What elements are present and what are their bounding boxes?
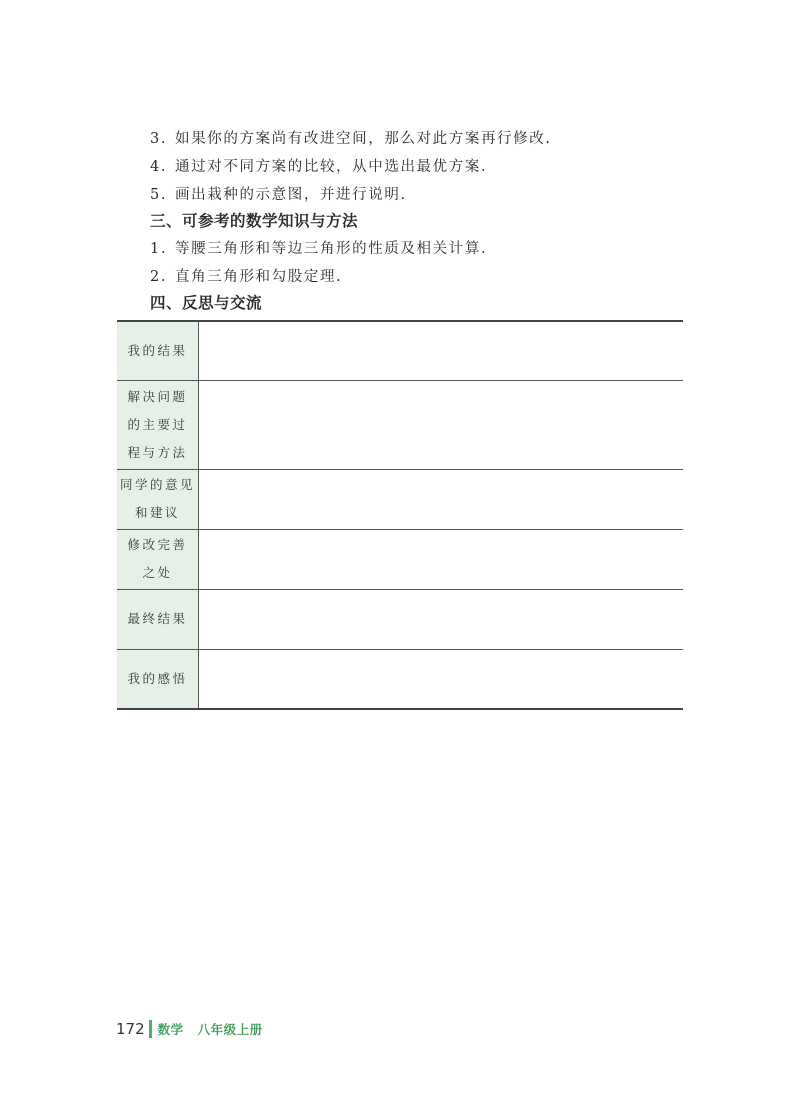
table-row-final [117,589,683,649]
table-row-process [117,380,683,469]
section-3-item-2: 2. 直角三角形和勾股定理. [150,269,343,285]
section-4-title: 四、反思与交流 [150,294,263,312]
table-row-suggestions [117,469,683,529]
page-footer [116,1019,263,1039]
row-value[interactable] [199,380,684,469]
row-label: 最终结果 [117,589,199,649]
table-row-improvements [117,529,683,589]
row-value[interactable] [199,321,684,380]
reflection-table [117,320,683,710]
row-value[interactable] [199,649,684,709]
row-label: 解决问题 的主要过 程与方法 [117,380,199,469]
section-3-item-1: 1. 等腰三角形和等边三角形的性质及相关计算. [150,241,488,257]
row-label: 同学的意见 和建议 [117,469,199,529]
step-4: 4. 通过对不同方案的比较，从中选出最优方案. [150,159,488,175]
row-value[interactable] [199,469,684,529]
row-value[interactable] [199,529,684,589]
row-label: 修改完善 之处 [117,529,199,589]
step-5: 5. 画出栽种的示意图，并进行说明. [150,187,407,203]
footer-divider [149,1020,152,1038]
page-number: 172 [116,1020,145,1038]
row-value[interactable] [199,589,684,649]
step-3: 3. 如果你的方案尚有改进空间，那么对此方案再行修改. [150,131,552,147]
section-3-title: 三、可参考的数学知识与方法 [150,212,359,230]
row-label: 我的感悟 [117,649,199,709]
footer-book: 八年级上册 [197,1022,263,1037]
table-row-reflection [117,649,683,709]
table-row-result [117,321,683,380]
footer-subject: 数学 [157,1022,184,1037]
row-label: 我的结果 [117,321,199,380]
